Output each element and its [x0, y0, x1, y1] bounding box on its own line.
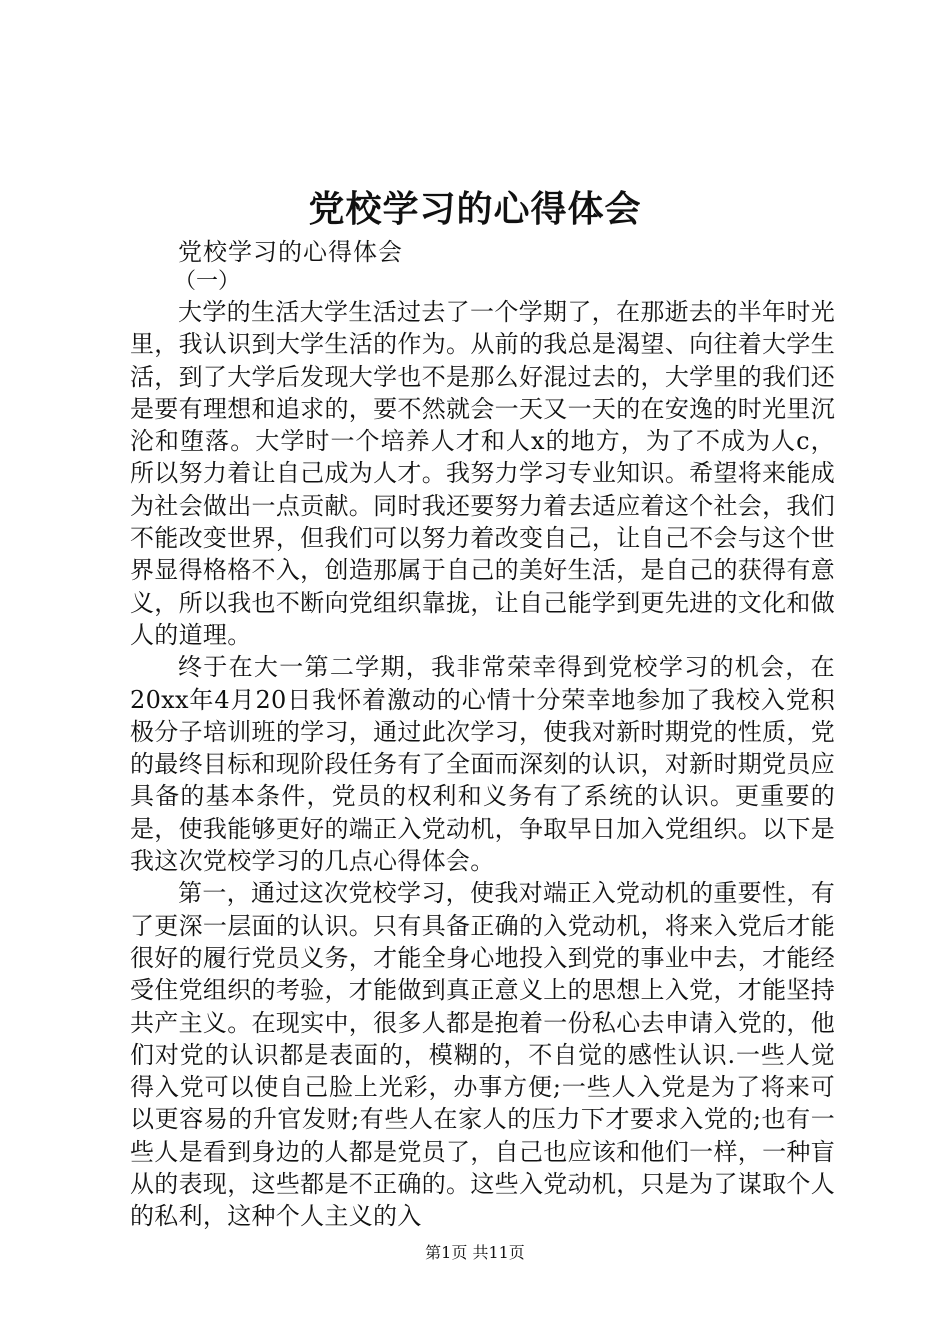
paragraph-2: 终于在大一第二学期，我非常荣幸得到党校学习的机会，在20xx年4月20日我怀着激动的心情十分荣幸地参加了我校入党积极分子培训班的学习，通过此次学习，使我对新时期党的性质，党的最终目标和现阶段任务有了全面而深刻的认识，对新时期党员应具备的基本条件，党员的权利和义务有了系统的认识。更重要的是，使我能够更好的端正入党动机，争取早日加入党组织。以下是我这次党校学习的几点心得体会。	[130, 653, 835, 876]
paragraph-1: 大学的生活大学生活过去了一个学期了，在那逝去的半年时光里，我认识到大学生活的作为。从前的我总是渴望、向往着大学生活，到了大学后发现大学也不是那么好混过去的，大学里的我们还是要有理想和追求的，要不然就会一天又一天的在安逸的时光里沉沦和堕落。大学时一个培养人才和人x的地方，为了不成为人c，所以努力着让自己成为人才。我努力学习专业知识。希望将来能成为社会做出一点贡献。同时我还要努力着去适应着这个社会，我们不能改变世界，但我们可以努力着改变自己，让自己不会与这个世界显得格格不入，创造那属于自己的美好生活，是自己的获得有意义，所以我也不断向党组织靠拢，让自己能学到更先进的文化和做人的道理。	[130, 298, 835, 649]
paragraph-3: 第一，通过这次党校学习，使我对端正入党动机的重要性，有了更深一层面的认识。只有具备正确的入党动机，将来入党后才能很好的履行党员义务，才能全身心地投入到党的事业中去，才能经受住党组织的考验，才能做到真正意义上的思想上入党，才能坚持共产主义。在现实中，很多人都是抱着一份私心去申请入党的，他们对党的认识都是表面的，模糊的，不自觉的感性认识.一些人觉得入党可以使自己脸上光彩，办事方便;一些人入党是为了将来可以更容易的升官发财;有些人在家人的压力下才要求入党的;也有一些人是看到身边的人都是党员了，自己也应该和他们一样，一种盲从的表现，这些都是不正确的。这些入党动机，只是为了谋取个人的私利，这种个人主义的入	[130, 879, 835, 1231]
page-footer: 第1页 共11页	[425, 1243, 525, 1262]
section-marker: （一）	[174, 269, 241, 294]
document-title: 党校学习的心得体会	[308, 188, 642, 230]
document-body	[130, 236, 835, 1233]
document-subtitle: 党校学习的心得体会	[178, 238, 403, 266]
